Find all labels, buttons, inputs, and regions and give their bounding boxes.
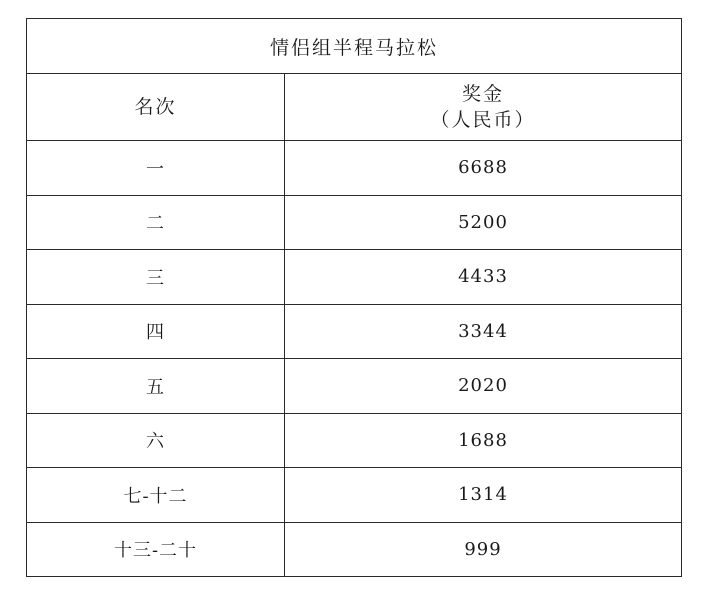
header-row bbox=[27, 74, 682, 141]
table-row bbox=[27, 304, 682, 359]
prize-table bbox=[26, 18, 682, 577]
prize-cell: 6688 bbox=[285, 141, 682, 196]
title-row bbox=[27, 19, 682, 74]
prize-header-label: 奖金 bbox=[462, 83, 505, 105]
rank-header: 名次 bbox=[27, 74, 285, 141]
table-row bbox=[27, 468, 682, 523]
prize-cell: 3344 bbox=[285, 304, 682, 359]
prize-cell: 999 bbox=[285, 522, 682, 577]
rank-cell: 六 bbox=[27, 413, 285, 468]
table-row bbox=[27, 250, 682, 305]
table-row bbox=[27, 522, 682, 577]
table-row bbox=[27, 195, 682, 250]
rank-cell: 一 bbox=[27, 141, 285, 196]
table-row bbox=[27, 359, 682, 414]
rank-cell: 五 bbox=[27, 359, 285, 414]
rank-cell: 四 bbox=[27, 304, 285, 359]
prize-cell: 5200 bbox=[285, 195, 682, 250]
prize-cell: 2020 bbox=[285, 359, 682, 414]
table-row bbox=[27, 413, 682, 468]
prize-cell: 1314 bbox=[285, 468, 682, 523]
prize-header-currency: （人民币） bbox=[430, 109, 536, 131]
rank-cell: 十三-二十 bbox=[27, 522, 285, 577]
rank-cell: 二 bbox=[27, 195, 285, 250]
table-row bbox=[27, 141, 682, 196]
rank-cell: 七-十二 bbox=[27, 468, 285, 523]
rank-cell: 三 bbox=[27, 250, 285, 305]
table-title: 情侣组半程马拉松 bbox=[27, 19, 682, 74]
prize-cell: 1688 bbox=[285, 413, 682, 468]
prize-cell: 4433 bbox=[285, 250, 682, 305]
prize-header bbox=[285, 74, 682, 141]
